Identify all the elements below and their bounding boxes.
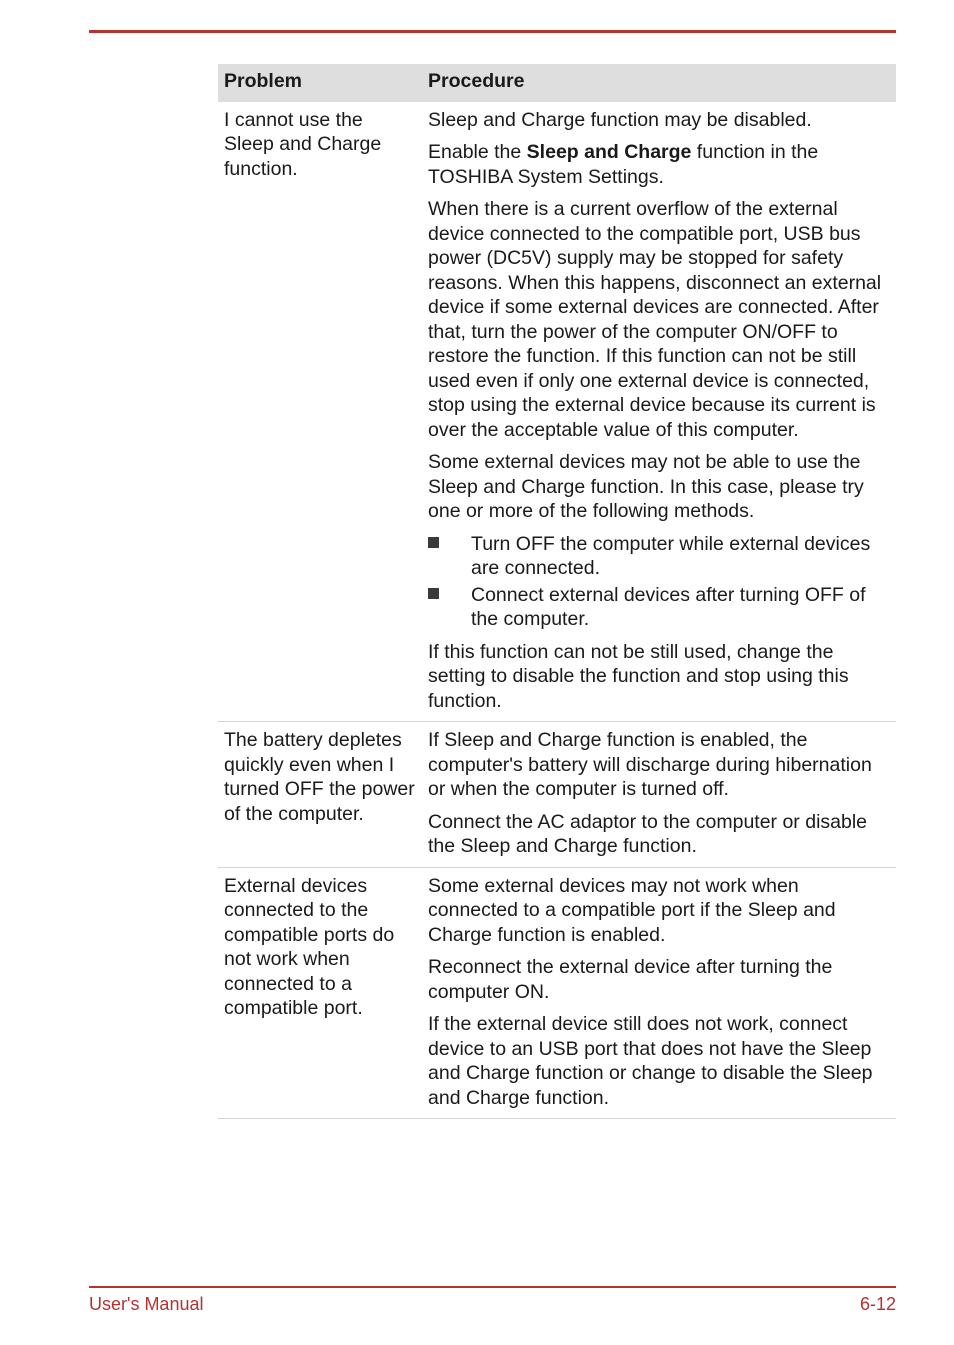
table-row (218, 102, 896, 722)
square-bullet-icon (428, 588, 439, 599)
table-row (218, 867, 896, 1119)
column-header-procedure: Procedure (422, 64, 896, 102)
procedure-cell (422, 867, 896, 1119)
footer-rule (89, 1286, 896, 1288)
problem-cell (218, 102, 422, 722)
procedure-paragraph: Sleep and Charge function may be disabled. (428, 108, 812, 131)
list-item-text: Turn OFF the computer while external devices are connected. (471, 532, 871, 579)
procedure-cell (422, 722, 896, 868)
problem-text: I cannot use the Sleep and Charge function. (224, 108, 382, 180)
problem-text: External devices connected to the compatible ports do not work when connected to a compatible port. (224, 874, 395, 1019)
column-header-problem: Problem (218, 64, 422, 102)
header-rule (89, 30, 896, 33)
troubleshooting-table (218, 64, 896, 1119)
procedure-paragraph: When there is a current overflow of the external device connected to the compatible port, USB bus power (DC5V) supply may be stopped for safety reasons. When this happens, disconnect an external device if some external devices are connected. After that, turn the power of the computer ON/OFF to restore the function. If this function can not be still used even if only one external device is connected, stop using the external device because its current is over the acceptable value of this computer. (428, 198, 882, 441)
procedure-paragraph: If this function can not be still used, change the setting to disable the function and stop using this function. (428, 640, 849, 712)
method-list (428, 532, 890, 632)
text-segment: Enable the (428, 141, 527, 163)
procedure-paragraph: Reconnect the external device after turning the computer ON. (428, 956, 833, 1003)
procedure-cell (422, 102, 896, 722)
square-bullet-icon (428, 537, 439, 548)
footer-page-number: 6-12 (859, 1294, 896, 1314)
procedure-paragraph: Some external devices may not work when connected to a compatible port if the Sleep and Charge function is enabled. (428, 874, 836, 946)
procedure-paragraph (428, 140, 890, 189)
procedure-paragraph: Some external devices may not be able to use the Sleep and Charge function. In this case, please try one or more of the following methods. (428, 451, 864, 522)
table-header-row (218, 64, 896, 102)
setting-name: Sleep and Charge (526, 141, 692, 163)
problem-text: The battery depletes quickly even when I turned OFF the power of the computer. (224, 729, 415, 825)
procedure-paragraph: If Sleep and Charge function is enabled, the computer's battery will discharge during hibernation or when the computer is turned off. (428, 729, 872, 800)
list-item-text: Connect external devices after turning OFF of the computer. (471, 583, 866, 630)
procedure-paragraph: Connect the AC adaptor to the computer or disable the Sleep and Charge function. (428, 810, 868, 857)
footer-manual-title: User's Manual (89, 1294, 204, 1314)
list-item (428, 532, 890, 581)
procedure-paragraph: If the external device still does not work, connect device to an USB port that does not have the Sleep and Charge function or change to disable the Sleep and Charge function. (428, 1013, 873, 1109)
list-item (428, 583, 890, 632)
problem-cell (218, 722, 422, 868)
problem-cell (218, 867, 422, 1119)
text-segment: function in the TOSHIBA System Settings. (428, 141, 819, 188)
table-row (218, 722, 896, 868)
